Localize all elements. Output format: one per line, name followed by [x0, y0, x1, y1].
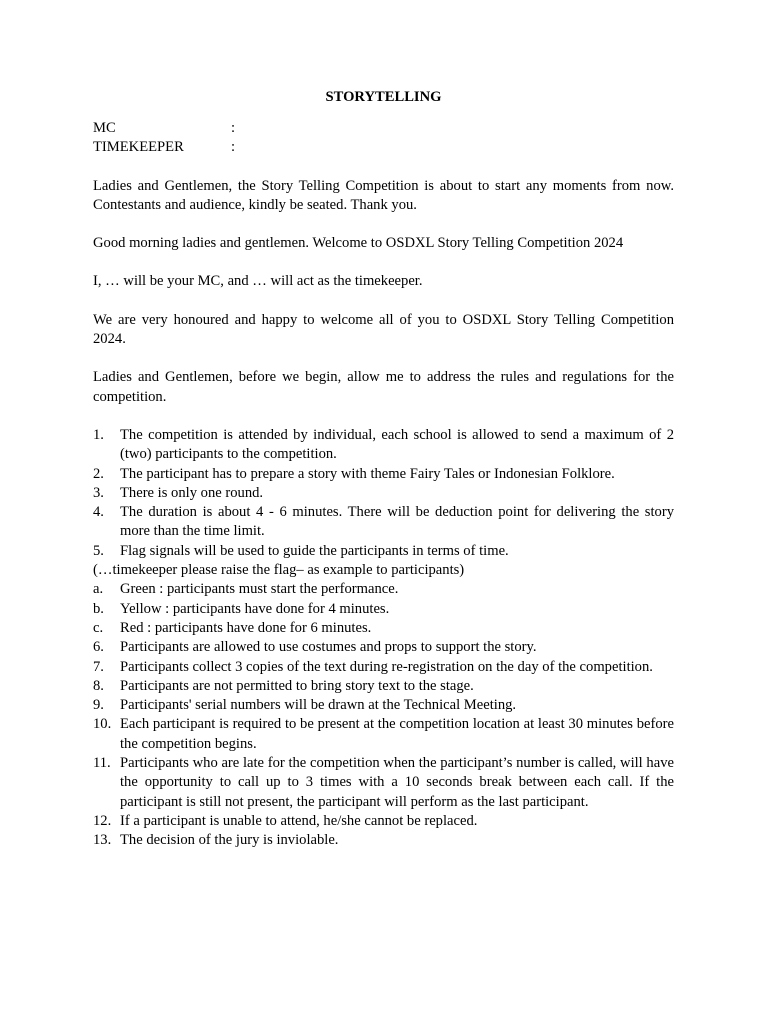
rule-number: 2.: [93, 465, 104, 482]
document-title: STORYTELLING: [325, 89, 442, 105]
flag-text: Red : participants have done for 6 minutes.: [120, 619, 372, 636]
rule-number: 6.: [93, 639, 104, 656]
rule-number: 1.: [93, 426, 104, 443]
rule-number: 13.: [93, 832, 112, 849]
rule-item: [93, 503, 674, 542]
paragraph-rules-intro: Ladies and Gentlemen, before we begin, allow me to address the rules and regulations for the competition.: [93, 369, 674, 405]
rule-number: 8.: [93, 677, 104, 694]
paragraph-welcome: Good morning ladies and gentlemen. Welcome to OSDXL Story Telling Competition 2024: [93, 235, 624, 252]
rule-number: 11.: [93, 755, 111, 772]
role-label: TIMEKEEPER: [93, 139, 184, 156]
flag-text: Green : participants must start the performance.: [120, 581, 399, 598]
rule-item: [93, 426, 674, 465]
rule-item: [93, 465, 674, 484]
rule-item: [93, 542, 674, 561]
role-row-mc: [93, 119, 674, 138]
rule-text: The decision of the jury is inviolable.: [120, 832, 339, 849]
rule-number: 12.: [93, 812, 112, 829]
rule-number: 7.: [93, 658, 104, 675]
flag-number: c.: [93, 619, 104, 636]
rule-item: [93, 484, 674, 503]
role-label: MC: [93, 120, 116, 136]
rule-number: 4.: [93, 504, 104, 521]
rule-text: The participant has to prepare a story with theme Fairy Tales or Indonesian Folklore.: [120, 465, 615, 482]
rule-text: Participants' serial numbers will be drawn at the Technical Meeting.: [120, 697, 517, 714]
rule-number: 3.: [93, 484, 104, 501]
rule-text: Flag signals will be used to guide the participants in terms of time.: [120, 542, 509, 559]
flag-note: (…timekeeper please raise the flag– as example to participants): [93, 562, 465, 579]
flag-number: b.: [93, 600, 104, 617]
rule-text: Participants are allowed to use costumes and props to support the story.: [120, 639, 537, 656]
document-page: [93, 88, 674, 851]
rule-text: If a participant is unable to attend, he/she cannot be replaced.: [120, 812, 478, 829]
rule-item: [93, 677, 674, 696]
rule-number: 10.: [93, 716, 112, 733]
rule-text: Participants collect 3 copies of the text during re-registration on the day of the competition.: [120, 658, 653, 675]
rule-item: [93, 715, 674, 754]
role-row-timekeeper: [93, 138, 674, 157]
flag-item: [93, 600, 674, 619]
flag-text: Yellow : participants have done for 4 minutes.: [120, 600, 390, 617]
role-colon: :: [231, 120, 236, 136]
flag-number: a.: [93, 581, 104, 598]
rule-number: 9.: [93, 697, 104, 714]
flag-item: [93, 580, 674, 599]
rule-text: Each participant is required to be present at the competition location at least 30 minutes before the competition begins.: [120, 716, 674, 752]
paragraph-opening: Ladies and Gentlemen, the Story Telling Competition is about to start any moments from now. Contestants and audience, kindly be seated. Thank you.: [93, 177, 674, 213]
rule-text: There is only one round.: [120, 484, 264, 501]
rule-text: Participants are not permitted to bring story text to the stage.: [120, 677, 474, 694]
rule-item: [93, 812, 674, 831]
role-colon: :: [231, 139, 236, 156]
rule-text: The competition is attended by individual, each school is allowed to send a maximum of 2 (two) participants to the competition.: [120, 426, 674, 463]
rules-list: [93, 426, 674, 851]
paragraph-mc-intro: I, … will be your MC, and … will act as the timekeeper.: [93, 273, 423, 290]
rule-text: Participants who are late for the competition when the participant’s number is called, will have the opportunity to call up to 3 times with a 10 seconds break between each call. If the participant is still not present, the participant will perform as the last participant.: [120, 755, 674, 810]
paragraph-honoured: We are very honoured and happy to welcome all of you to OSDXL Story Telling Competition 2024.: [93, 311, 674, 348]
rule-item: [93, 658, 674, 677]
rule-item: [93, 831, 674, 850]
rule-number: 5.: [93, 542, 104, 559]
flag-item: [93, 619, 674, 638]
rule-item: [93, 696, 674, 715]
rule-item: [93, 754, 674, 812]
rule-text: The duration is about 4 - 6 minutes. There will be deduction point for delivering the story more than the time limit.: [120, 504, 674, 540]
roles-block: [93, 119, 674, 158]
rule-item: [93, 638, 674, 657]
